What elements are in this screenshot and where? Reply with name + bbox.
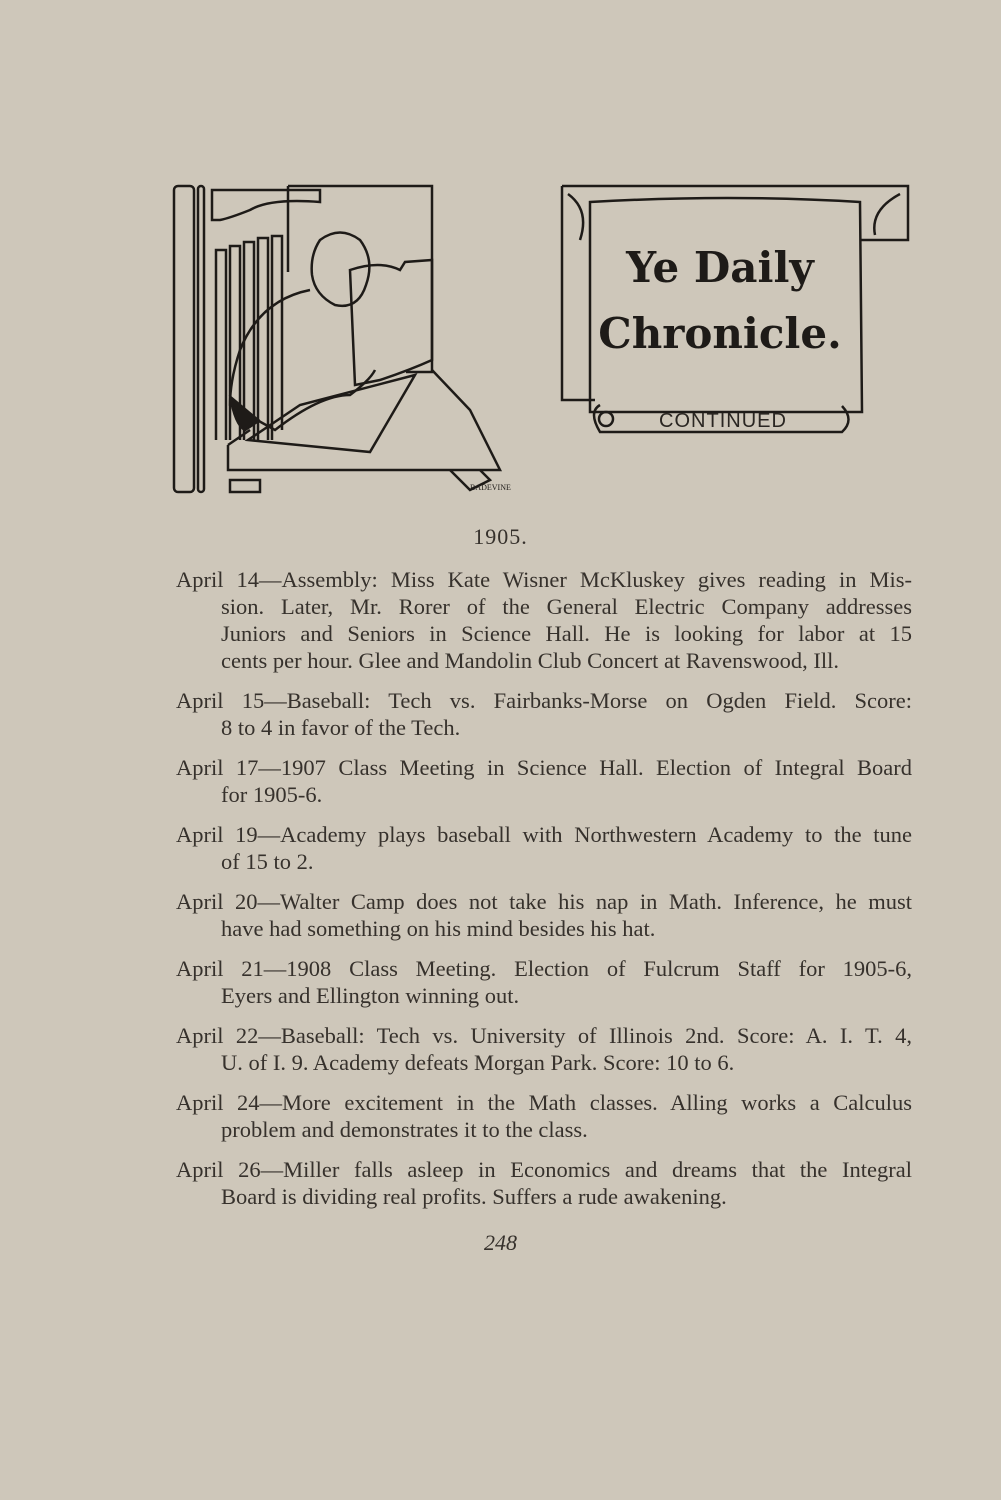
entry-line: have had something on his mind besides his hat. (221, 916, 656, 941)
chronicle-entry (176, 955, 912, 1009)
entry-line: Eyers and Ellington winning out. (221, 983, 520, 1008)
artist-signature: BADEVINE (470, 483, 511, 492)
entry-line: Board is dividing real profits. Suffers a rude awakening. (221, 1184, 727, 1209)
chronicle-entry (176, 888, 912, 942)
entry-line: Juniors and Seniors in Science Hall. He is looking for labor at 15 (221, 621, 912, 646)
continued-banner-text: CONTINUED (659, 410, 787, 432)
header-illustration (170, 180, 910, 510)
entry-line: problem and demonstrates it to the class. (221, 1117, 588, 1142)
entry-line: 8 to 4 in favor of the Tech. (221, 715, 461, 740)
entry-line: April 26—Miller falls asleep in Economics and dreams that the Integral (176, 1157, 912, 1182)
pillar-left (174, 186, 194, 492)
chronicle-entry (176, 566, 912, 674)
entry-line: U. of I. 9. Academy defeats Morgan Park. Score: 10 to 6. (221, 1050, 735, 1075)
chronicle-entry (176, 821, 912, 875)
chronicle-title-line1: Ye Daily (626, 243, 814, 292)
entry-line: cents per hour. Glee and Mandolin Club Concert at Ravenswood, Ill. (221, 648, 839, 673)
entry-line: for 1905-6. (221, 782, 323, 807)
entry-line: sion. Later, Mr. Rorer of the General Electric Company addresses (221, 594, 912, 619)
entry-line: April 15—Baseball: Tech vs. Fairbanks-Morse on Ogden Field. Score: (176, 688, 912, 713)
entry-line: April 14—Assembly: Miss Kate Wisner McKluskey gives reading in Mis- (176, 567, 912, 592)
boy-head (312, 233, 370, 306)
chronicle-title-line2: Chronicle. (598, 309, 842, 358)
chronicle-entry (176, 1089, 912, 1143)
year-heading: 1905. (473, 524, 528, 549)
newspaper (350, 260, 432, 385)
entry-line: April 17—1907 Class Meeting in Science Hall. Election of Integral Board (176, 755, 912, 780)
entry-line: April 19—Academy plays baseball with Northwestern Academy to the tune (176, 822, 912, 847)
chronicle-entry (176, 1156, 912, 1210)
entry-line: April 24—More excitement in the Math classes. Alling works a Calculus (176, 1090, 912, 1115)
page-number: 248 (484, 1230, 517, 1255)
chronicle-entry (176, 1022, 912, 1076)
chronicle-entry (176, 687, 912, 741)
entry-line: April 20—Walter Camp does not take his nap in Math. Inference, he must (176, 889, 912, 914)
chronicle-entries (176, 566, 912, 1223)
entry-line: April 21—1908 Class Meeting. Election of Fulcrum Staff for 1905-6, (176, 956, 912, 981)
scroll (590, 198, 862, 412)
entry-line: April 22—Baseball: Tech vs. University of Illinois 2nd. Score: A. I. T. 4, (176, 1023, 912, 1048)
entry-line: of 15 to 2. (221, 849, 314, 874)
chronicle-entry (176, 754, 912, 808)
